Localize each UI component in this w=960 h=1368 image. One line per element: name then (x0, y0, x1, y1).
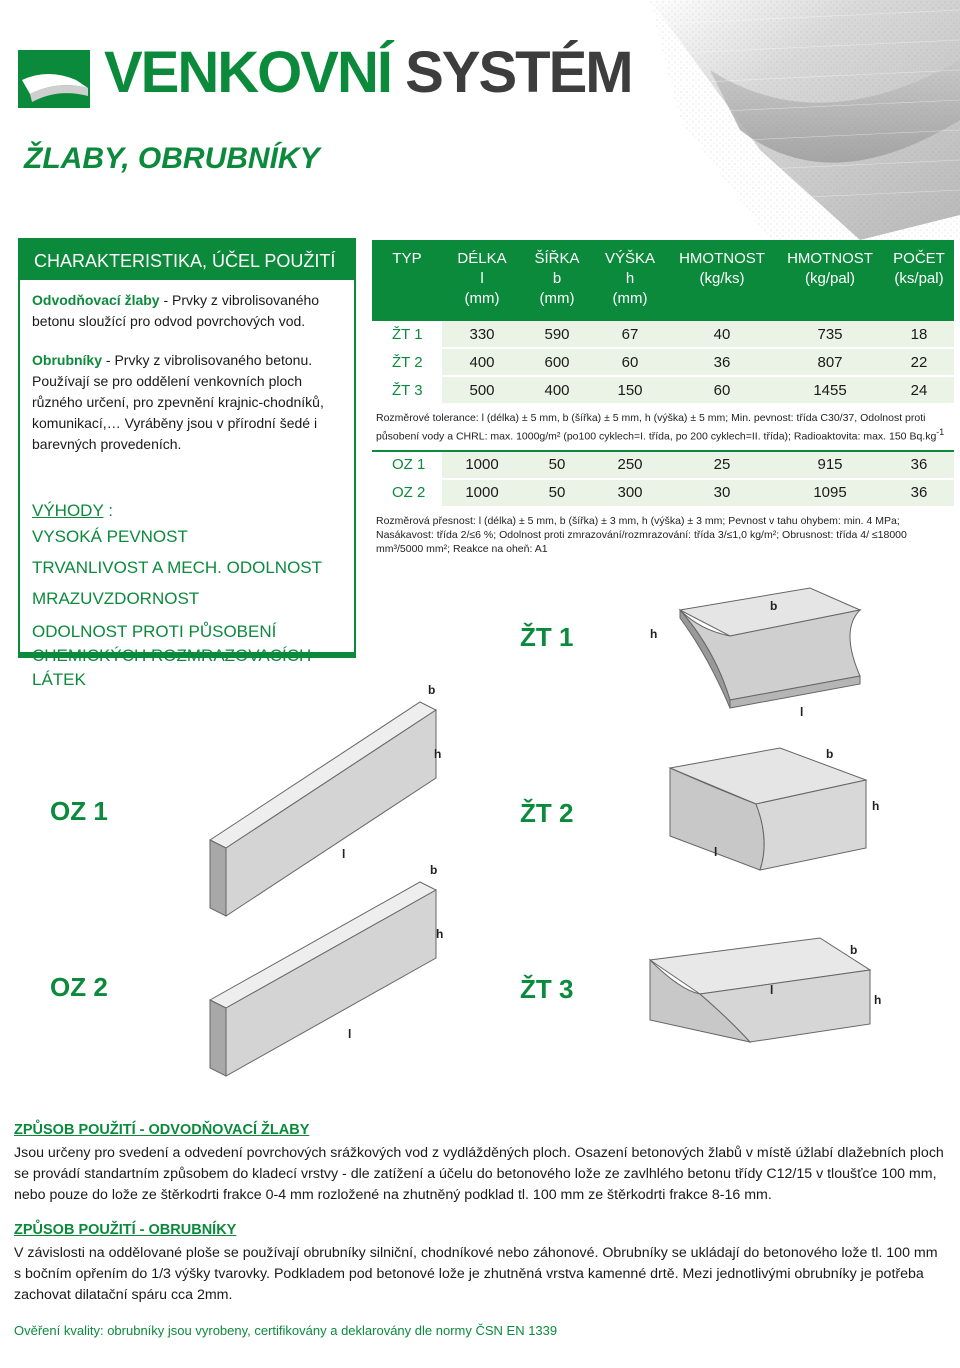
table-row (372, 376, 954, 404)
table-body-channels (372, 320, 954, 404)
dim-h-label: h (874, 993, 882, 1007)
advantages-colon: : (103, 501, 113, 520)
usage-text-curbs: V závislosti na oddělované ploše se používají obrubníky silniční, chodníkové nebo záhonové. Obrubníky se ukládají do betonového lože tl. 100 mm s bočním opřením do 1/3 výšky tvarovky. Podkladem pod betonové lože je zhutněná vrstva kamenné drtě. Mezi jednotlivými obrubníky je potřeba zachovat dilatační spáru cca 2mm. (14, 1245, 938, 1303)
characteristics-body (20, 280, 354, 455)
usage-title-curbs: ZPŮSOB POUŽITÍ - OBRUBNÍKY (14, 1222, 237, 1238)
channel-tolerance-note (372, 405, 954, 450)
zt1-label: ŽT 1 (520, 622, 574, 652)
brand-title-word1: VENKOVNÍ (104, 40, 391, 105)
brand-title-word2: SYSTÉM (405, 40, 632, 105)
product-type-cell: ŽT 2 (372, 348, 442, 376)
dim-b-label: b (826, 747, 834, 761)
note-superscript: -1 (936, 427, 945, 437)
table-header-cell: HMOTNOST (kg/pal) (776, 240, 884, 320)
usage-curbs (14, 1220, 946, 1306)
drainage-description (32, 290, 344, 332)
table-cell: 400 (522, 376, 592, 404)
product-type-cell: ŽT 3 (372, 376, 442, 404)
dim-h-label: h (650, 627, 658, 641)
oz2-drawing (170, 860, 470, 1090)
dim-h-label: h (436, 927, 444, 941)
table-cell: 36 (884, 479, 954, 507)
table-cell: 60 (592, 348, 668, 376)
advantage-item: MRAZUVZDORNOST (32, 589, 200, 608)
table-cell: 600 (522, 348, 592, 376)
product-table (372, 240, 954, 562)
table-header-cell: ŠÍŘKA b (mm) (522, 240, 592, 320)
table-header-row (372, 240, 954, 320)
quality-statement: Ověření kvality: obrubníky jsou vyrobeny, certifikovány a deklarovány dle normy ČSN EN 1339 (14, 1323, 558, 1338)
advantage-item: ODOLNOST PROTI PŮSOBENÍ CHEMICKÝCH ROZMRAZOVACÍCH LÁTEK (32, 622, 312, 689)
dim-h-label: h (872, 799, 880, 813)
product-type-cell: OZ 2 (372, 479, 442, 507)
zt2-drawing (630, 740, 880, 890)
table-cell: 807 (776, 348, 884, 376)
dim-b-label: b (430, 863, 438, 877)
page-header (0, 0, 960, 240)
curb-term: Obrubníky (32, 352, 103, 368)
curb-precision-note: Rozměrová přesnost: l (délka) ± 5 mm, b (šířka) ± 3 mm, h (výška) ± 3 mm; Pevnost v tahu ohybem: min. 4 MPa; Nasákavost: třída 2/≤6 %; Odolnost proti zmrazování/rozmrazování: třída 3/≤1,0 kg/m²; Obrusnost: třída 4/ ≤18000 mm³/5000 mm²; Reakce na oheň: A1 (376, 514, 907, 555)
table-row (372, 479, 954, 507)
table-header-cell: POČET (ks/pal) (884, 240, 954, 320)
advantages-title-text: VÝHODY (32, 501, 104, 520)
page-subtitle: ŽLABY, OBRUBNÍKY (24, 142, 320, 175)
dim-b-label: b (850, 943, 858, 957)
advantage-item: VYSOKÁ PEVNOST (32, 527, 188, 546)
table-cell: 915 (776, 451, 884, 479)
table-row (372, 451, 954, 479)
table-cell: 250 (592, 451, 668, 479)
advantages-title (32, 501, 354, 521)
dim-b-label: b (770, 599, 778, 613)
oz2-label: OZ 2 (50, 972, 108, 1002)
table-cell: 40 (668, 320, 776, 348)
table-header-cell: VÝŠKA h (mm) (592, 240, 668, 320)
table-row (372, 320, 954, 348)
table-cell: 22 (884, 348, 954, 376)
zt2-label: ŽT 2 (520, 798, 574, 828)
channel-tolerance-text: Rozměrové tolerance: l (délka) ± 5 mm, b (šířka) ± 5 mm, h (výška) ± 5 mm; Min. pevnost: třída C30/37, Odolnost proti působení vody a CHRL: max. 1000g/m² (po100 cyklech=I. třída, po 200 cyklech=II. třída); Radioaktovita: max. 150 Bq.kg (376, 412, 937, 443)
dim-l-label: l (770, 983, 774, 997)
table-cell: 330 (442, 320, 522, 348)
table-cell: 735 (776, 320, 884, 348)
table-cell: 60 (668, 376, 776, 404)
table-cell: 300 (592, 479, 668, 507)
dim-l-label: l (800, 705, 804, 719)
oz1-label: OZ 1 (50, 796, 108, 826)
table-cell: 30 (668, 479, 776, 507)
table-cell: 25 (668, 451, 776, 479)
brand-title (104, 40, 632, 105)
product-type-cell: OZ 1 (372, 451, 442, 479)
zt3-drawing (620, 930, 880, 1060)
table-header-cell: TYP (372, 240, 442, 320)
brand-logo-icon (18, 50, 94, 110)
advantage-item: TRVANLIVOST A MECH. ODOLNOST (32, 558, 323, 577)
zt1-drawing (620, 580, 870, 720)
dim-b-label: b (428, 683, 436, 697)
table-cell: 1000 (442, 479, 522, 507)
dim-h-label: h (434, 747, 442, 761)
table-cell: 150 (592, 376, 668, 404)
characteristics-panel (18, 238, 356, 689)
concrete-channel-photo (530, 0, 960, 240)
table-cell: 24 (884, 376, 954, 404)
usage-text-channels: Jsou určeny pro svedení a odvedení povrchových srážkových vod z vydlážděných ploch. Osazení betonových žlabů v místě úžlabí dlažebních ploch se provádí standartním způsobem do kladecí vrstvy - dle zatížení a účelu do betonového lože ze zavlhlého betonu třídy C12/15 v tloušťce 100 mm, nebo pouze do lože ze štěrkodrti frakce 0-4 mm rozložené na zhutněný podklad tl. 100 mm ze štěrkodrti frakce 8-16 mm. (14, 1145, 944, 1203)
table-cell: 1095 (776, 479, 884, 507)
table-cell: 400 (442, 348, 522, 376)
curbs-table (372, 450, 954, 508)
table-cell: 1000 (442, 451, 522, 479)
dim-l-label: l (342, 847, 346, 861)
table-cell: 18 (884, 320, 954, 348)
table-cell: 500 (442, 376, 522, 404)
table-cell: 36 (668, 348, 776, 376)
table-cell: 590 (522, 320, 592, 348)
table-cell: 36 (884, 451, 954, 479)
table-header-cell: DÉLKA l (mm) (442, 240, 522, 320)
drainage-text: - Prvky z vibrolisovaného betonu sloužící pro odvod povrchových vod. (32, 292, 320, 329)
dimensions-table (372, 240, 954, 405)
characteristics-heading: CHARAKTERISTIKA, ÚČEL POUŽITÍ (20, 240, 354, 280)
table-cell: 1455 (776, 376, 884, 404)
product-type-cell: ŽT 1 (372, 320, 442, 348)
curb-text: - Prvky z vibrolisovaného betonu. Používají se pro oddělení venkovních ploch různého určení, pro zpevnění krajnic-chodníků, komunikací,… Vyráběny jsou v přírodní šedé i barevných provedeních. (32, 352, 324, 452)
table-body-curbs (372, 451, 954, 507)
table-cell: 50 (522, 451, 592, 479)
table-row (372, 348, 954, 376)
curb-description (32, 350, 344, 455)
dim-l-label: l (714, 845, 718, 859)
usage-title-channels: ZPŮSOB POUŽITÍ - ODVODŇOVACÍ ŽLABY (14, 1122, 310, 1138)
advantages-block (20, 501, 354, 692)
zt3-label: ŽT 3 (520, 974, 574, 1004)
dim-l-label: l (348, 1027, 352, 1041)
table-cell: 67 (592, 320, 668, 348)
table-header-cell: HMOTNOST (kg/ks) (668, 240, 776, 320)
usage-section (14, 1120, 946, 1341)
table-cell: 50 (522, 479, 592, 507)
drainage-term: Odvodňovací žlaby (32, 292, 160, 308)
